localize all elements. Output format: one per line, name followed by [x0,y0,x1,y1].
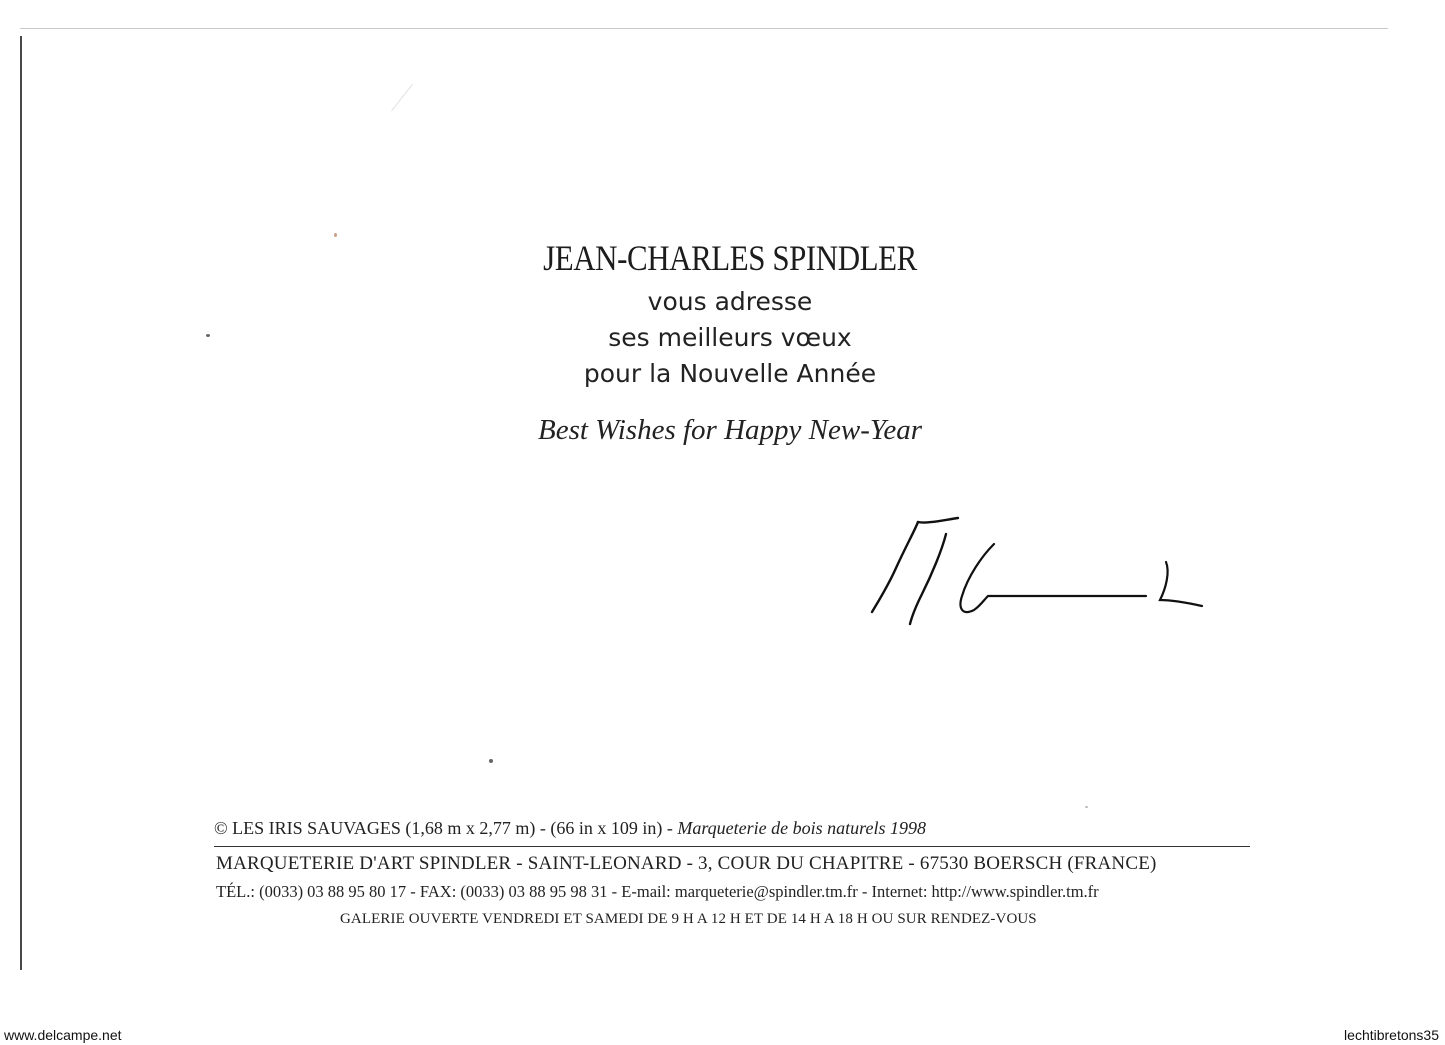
paper-speck [334,233,337,237]
paper-speck [1085,806,1088,808]
signature-icon [866,516,1211,631]
greeting-english: Best Wishes for Happy New-Year [538,414,922,446]
card-left-edge [20,36,22,970]
greeting-line-2: ses meilleurs vœux [608,323,852,352]
paper-speck [206,334,210,337]
credit-italic: Marqueterie de bois naturels 1998 [677,818,926,838]
divider [214,846,1250,847]
footer-site: www.delcampe.net [4,1027,122,1043]
credit-main: © LES IRIS SAUVAGES (1,68 m x 2,77 m) - (66 in x 109 in) - [214,818,678,838]
footer-seller: lechtibretons35 [1344,1027,1439,1043]
greeting-line-1: vous adresse [647,287,813,316]
greeting-line-3: pour la Nouvelle Année [583,359,877,388]
gallery-hours: GALERIE OUVERTE VENDREDI ET SAMEDI DE 9 H A 12 H ET DE 14 H A 18 H OU SUR RENDEZ-VOUS [340,911,1037,927]
studio-address: MARQUETERIE D'ART SPINDLER - SAINT-LEONARD - 3, COUR DU CHAPITRE - 67530 BOERSCH (FRANCE) [216,853,1157,874]
greeting-block [480,232,980,450]
paper-speck [489,759,493,763]
artwork-credit [214,818,926,839]
studio-contact: TÉL.: (0033) 03 88 95 80 17 - FAX: (0033) 03 88 95 98 31 - E-mail: marqueterie@spindler.tm.fr - Internet: http://www.spindler.tm.fr [216,882,1099,901]
card-top-edge [20,28,1388,29]
sender-name: JEAN-CHARLES SPINDLER [543,238,917,278]
